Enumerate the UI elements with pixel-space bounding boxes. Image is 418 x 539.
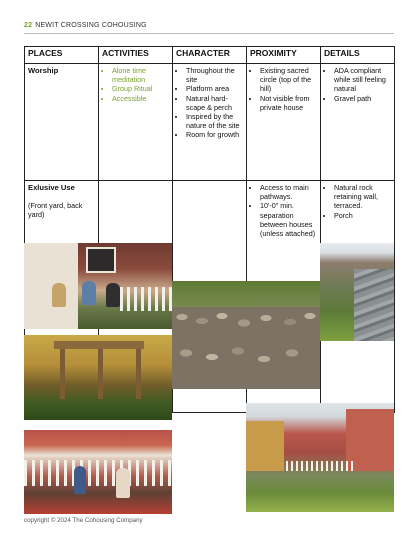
col-header-proximity: PROXIMITY — [247, 47, 321, 64]
list-item: • Existing sacred circle (top of the hill) — [260, 66, 317, 94]
list-item: • Room for growth — [186, 130, 243, 139]
place-subtitle: (Front yard, back yard) — [28, 201, 83, 220]
details-list — [324, 66, 391, 103]
terraced-path-photo — [320, 243, 394, 341]
list-item: • Throughout the site — [186, 66, 243, 84]
col-header-details: DETAILS — [321, 47, 395, 64]
proximity-list — [250, 66, 317, 112]
details-list — [324, 183, 391, 220]
activities-list — [102, 66, 169, 103]
cohousing-houses-photo — [246, 403, 394, 512]
table-header-row — [25, 47, 395, 64]
list-item: • Inspired by the nature of the site — [186, 112, 243, 130]
list-item: • Natural hard-scape & perch — [186, 94, 243, 112]
list-item: • Not visible from private house — [260, 94, 317, 112]
place-name: Exlusive Use — [28, 183, 75, 192]
col-header-places: PLACES — [25, 47, 99, 64]
character-list — [176, 66, 243, 140]
list-item: • Gravel path — [334, 94, 391, 103]
list-item: • Alone time meditation — [112, 66, 169, 84]
pergola-garden-photo — [24, 335, 172, 420]
list-item: • Natural rock retaining wall, terraced. — [334, 183, 391, 211]
list-item: • Platform area — [186, 84, 243, 93]
family-porch-photo — [24, 430, 172, 514]
col-header-character: CHARACTER — [173, 47, 247, 64]
page-number: 22 — [24, 22, 33, 29]
list-item: • Access to main pathways. — [260, 183, 317, 201]
cell-proximity — [247, 64, 321, 181]
page-header — [24, 22, 147, 29]
front-porch-photo — [24, 243, 172, 329]
place-name: Worship — [28, 66, 59, 75]
copyright-footer: copyright © 2024 The Cohousing Company — [24, 517, 143, 524]
rock-wall-photo — [172, 281, 320, 389]
list-item: • Group Ritual — [112, 84, 169, 93]
cell-place — [25, 64, 99, 181]
cell-details — [321, 64, 395, 181]
cell-character — [173, 64, 247, 181]
list-item: • ADA compliant while still feeling natural — [334, 66, 391, 94]
list-item: • Accessible — [112, 94, 169, 103]
table-row — [25, 64, 395, 181]
list-item: • Porch — [334, 211, 391, 220]
list-item: • 10'-0" min. separation between houses (unless attached) — [260, 201, 317, 238]
header-divider — [24, 33, 394, 34]
proximity-list — [250, 183, 317, 238]
cell-activities — [99, 64, 173, 181]
col-header-activities: ACTIVITIES — [99, 47, 173, 64]
document-title: NEWIT CROSSING COHOUSING — [35, 22, 147, 29]
